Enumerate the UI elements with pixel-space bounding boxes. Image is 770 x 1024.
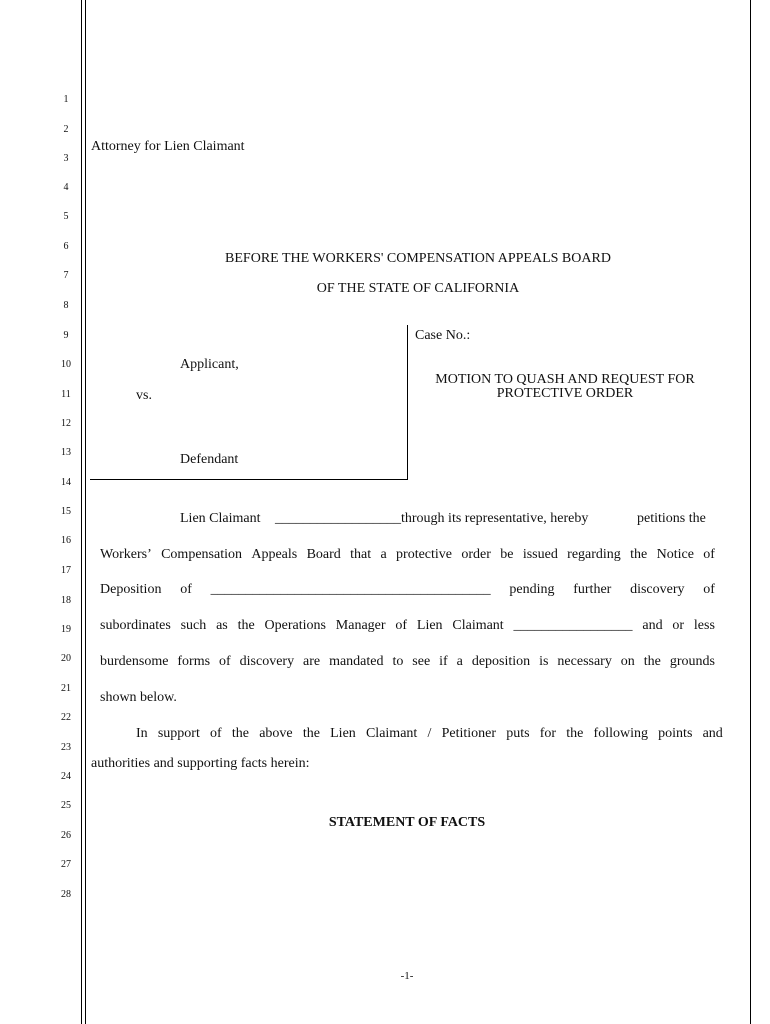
line-number: 22 bbox=[61, 712, 71, 723]
body-word: as bbox=[216, 618, 228, 633]
body-word: that bbox=[350, 547, 372, 562]
line-number: 19 bbox=[61, 624, 71, 635]
body-word: Notice bbox=[656, 547, 694, 562]
line-number: 16 bbox=[61, 535, 71, 546]
body-word: issued bbox=[522, 547, 558, 562]
line-number: 15 bbox=[61, 506, 71, 517]
body-word: In bbox=[136, 726, 148, 741]
line-number: 6 bbox=[63, 241, 69, 252]
body-word: Lien bbox=[330, 726, 356, 741]
line-number: 12 bbox=[61, 418, 71, 429]
body-word: points bbox=[658, 726, 693, 741]
caption-divider-vertical bbox=[407, 325, 408, 479]
line-number: 9 bbox=[63, 330, 69, 341]
body-word: Board bbox=[306, 547, 341, 562]
body-word: if bbox=[439, 654, 448, 669]
line-number: 5 bbox=[63, 211, 69, 222]
attorney-label: Attorney for Lien Claimant bbox=[91, 139, 245, 154]
body-word: Appeals bbox=[251, 547, 298, 562]
body-word: for bbox=[539, 726, 557, 741]
body-word: discovery bbox=[630, 582, 685, 597]
line-number: 3 bbox=[63, 153, 69, 164]
case-number-label: Case No.: bbox=[415, 328, 471, 343]
body-word: of bbox=[210, 726, 222, 741]
caption-divider-horizontal bbox=[90, 479, 408, 480]
body-word: further bbox=[573, 582, 612, 597]
body-word: Lien bbox=[416, 618, 443, 633]
left-margin-rule-inner bbox=[85, 0, 86, 1024]
body-text: petitions the bbox=[637, 511, 706, 526]
body-word: _________________ bbox=[513, 618, 633, 633]
body-justified-line bbox=[100, 654, 715, 670]
body-word: / bbox=[427, 726, 432, 741]
body-word: and bbox=[642, 618, 663, 633]
body-word: the bbox=[630, 547, 648, 562]
body-text: shown below. bbox=[100, 690, 177, 705]
body-word: of bbox=[703, 582, 715, 597]
body-word: support bbox=[157, 726, 200, 741]
body-text: authorities and supporting facts herein: bbox=[91, 756, 310, 771]
body-word: is bbox=[539, 654, 549, 669]
line-number: 11 bbox=[61, 389, 71, 400]
line-number: 21 bbox=[61, 683, 71, 694]
body-word: order bbox=[461, 547, 491, 562]
line-number: 28 bbox=[61, 889, 71, 900]
body-justified-line bbox=[100, 618, 715, 634]
line-number: 8 bbox=[63, 300, 69, 311]
body-word: or bbox=[672, 618, 685, 633]
line-number: 27 bbox=[61, 859, 71, 870]
body-word: following bbox=[593, 726, 648, 741]
body-word: be bbox=[500, 547, 514, 562]
motion-title-line1: MOTION TO QUASH AND REQUEST FOR bbox=[435, 372, 695, 387]
body-word: of bbox=[180, 582, 192, 597]
right-margin-rule bbox=[750, 0, 751, 1024]
left-margin-rule-outer bbox=[81, 0, 82, 1024]
body-word: grounds bbox=[669, 654, 715, 669]
body-word: above bbox=[259, 726, 293, 741]
body-word: on bbox=[620, 654, 635, 669]
body-word: of bbox=[395, 618, 408, 633]
body-word: burdensome bbox=[100, 654, 169, 669]
line-number: 23 bbox=[61, 742, 71, 753]
defendant-label: Defendant bbox=[180, 452, 239, 467]
body-word: the bbox=[237, 618, 255, 633]
body-word: Claimant bbox=[365, 726, 418, 741]
applicant-label: Applicant, bbox=[180, 357, 239, 372]
line-number: 20 bbox=[61, 653, 71, 664]
body-text: Lien Claimant bbox=[180, 511, 261, 526]
body-word: are bbox=[303, 654, 321, 669]
section-heading: STATEMENT OF FACTS bbox=[328, 815, 486, 830]
body-word: Compensation bbox=[161, 547, 242, 562]
body-word: Claimant bbox=[452, 618, 504, 633]
body-word: pending bbox=[509, 582, 555, 597]
line-number: 13 bbox=[61, 447, 71, 458]
body-word: mandated bbox=[329, 654, 384, 669]
body-word: of bbox=[703, 547, 715, 562]
court-heading-line1: BEFORE THE WORKERS' COMPENSATION APPEALS BOARD bbox=[225, 251, 611, 266]
body-word: such bbox=[180, 618, 207, 633]
line-number: 25 bbox=[61, 800, 71, 811]
body-word: the bbox=[302, 726, 320, 741]
body-text: __________________through its representative, hereby bbox=[275, 511, 589, 526]
body-word: necessary bbox=[557, 654, 612, 669]
line-number: 1 bbox=[63, 94, 69, 105]
line-number: 24 bbox=[61, 771, 71, 782]
body-word: regarding bbox=[567, 547, 621, 562]
body-word: a bbox=[380, 547, 387, 562]
body-word: see bbox=[412, 654, 431, 669]
line-number: 14 bbox=[61, 477, 71, 488]
body-word: forms bbox=[177, 654, 211, 669]
body-word: the bbox=[643, 654, 661, 669]
body-word: less bbox=[693, 618, 715, 633]
body-word: and bbox=[702, 726, 723, 741]
body-justified-line bbox=[100, 582, 715, 598]
body-word: Operations bbox=[264, 618, 326, 633]
line-number: 18 bbox=[61, 595, 71, 606]
body-word: deposition bbox=[471, 654, 531, 669]
court-heading-line2: OF THE STATE OF CALIFORNIA bbox=[316, 281, 520, 296]
body-word: to bbox=[392, 654, 404, 669]
body-word: puts bbox=[506, 726, 530, 741]
body-justified-line bbox=[100, 547, 715, 563]
line-number: 7 bbox=[63, 270, 69, 281]
page-number: -1- bbox=[400, 970, 414, 982]
body-word: ________________________________________ bbox=[210, 582, 491, 597]
body-word: protective bbox=[396, 547, 453, 562]
line-number: 26 bbox=[61, 830, 71, 841]
body-word: Workers’ bbox=[100, 547, 152, 562]
body-word: discovery bbox=[239, 654, 295, 669]
body-word: Manager bbox=[335, 618, 386, 633]
body-word: a bbox=[456, 654, 463, 669]
body-word: the bbox=[566, 726, 584, 741]
line-number: 17 bbox=[61, 565, 71, 576]
motion-title-line2: PROTECTIVE ORDER bbox=[496, 386, 634, 401]
body-justified-line bbox=[136, 726, 723, 742]
body-word: of bbox=[219, 654, 231, 669]
body-word: Petitioner bbox=[441, 726, 496, 741]
vs-label: vs. bbox=[136, 388, 152, 403]
line-number: 10 bbox=[61, 359, 71, 370]
body-word: the bbox=[231, 726, 250, 741]
line-number: 2 bbox=[63, 124, 69, 135]
body-word: Deposition bbox=[100, 582, 162, 597]
body-word: subordinates bbox=[100, 618, 171, 633]
line-number: 4 bbox=[63, 182, 69, 193]
